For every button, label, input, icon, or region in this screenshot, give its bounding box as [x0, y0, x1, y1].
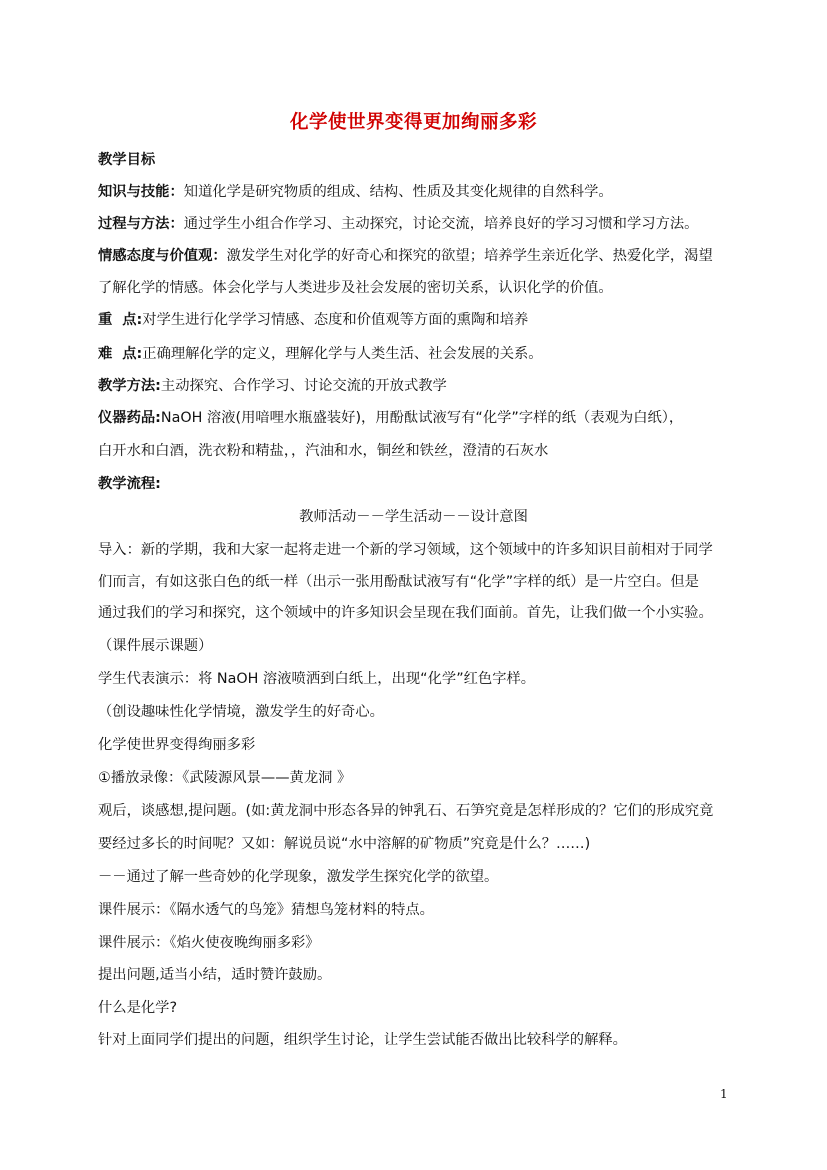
- knowledge-label: 知识与技能：: [98, 184, 184, 200]
- paragraph-line: 针对上面同学们提出的问题，组织学生讨论，让学生尝试能否做出比较科学的解释。: [98, 1032, 627, 1048]
- difficulty-line: [98, 344, 738, 364]
- flow-columns: 教师活动－－学生活动－－设计意图: [299, 509, 528, 525]
- key-point-text: 对学生进行化学学习情感、态度和价值观等方面的熏陶和培养: [142, 312, 529, 328]
- emotion-line-2: 了解化学的情感。体会化学与人类进步及社会发展的密切关系，认识化学的价值。: [98, 280, 613, 296]
- emotion-label: 情感态度与价值观：: [98, 248, 227, 264]
- paragraph-line: 导入：新的学期，我和大家一起将走进一个新的学习领域，这个领域中的许多知识目前相对于同学: [98, 542, 713, 558]
- paragraph-line: 们而言，有如这张白色的纸一样（出示一张用酚酞试液写有“化学”字样的纸）是一片空白。但是: [98, 574, 699, 590]
- paragraph-line: （课件展示课题）: [98, 638, 213, 654]
- knowledge-text: 知道化学是研究物质的组成、结构、性质及其变化规律的自然科学。: [183, 184, 613, 200]
- paragraph-line: （创设趣味性化学情境，激发学生的好奇心。: [98, 704, 384, 720]
- materials-line: [98, 408, 738, 428]
- materials-label: 仪器药品:: [98, 410, 161, 426]
- difficulty-text: 正确理解化学的定义，理解化学与人类生活、社会发展的关系。: [142, 346, 543, 362]
- paragraph-line: 课件展示：《隔水透气的鸟笼》猜想鸟笼材料的特点。: [98, 902, 434, 918]
- emotion-line: [98, 246, 738, 266]
- method-label: 教学方法:: [98, 378, 161, 394]
- method-line: [98, 376, 738, 396]
- process-label: 过程与方法：: [98, 216, 184, 232]
- page-number: 1: [720, 1087, 728, 1101]
- paragraph-line: 课件展示：《焰火使夜晚绚丽多彩》: [98, 935, 320, 951]
- key-point-label: 重 点:: [98, 312, 143, 328]
- paragraph-line: ①播放录像：《武陵源风景——黄龙洞 》: [98, 770, 352, 786]
- paragraph-line: 通过我们的学习和探究，这个领域中的许多知识会呈现在我们面前。首先，让我们做一个小实验。: [98, 605, 713, 621]
- process-text: 通过学生小组合作学习、主动探究，讨论交流，培养良好的学习习惯和学习方法。: [183, 216, 699, 232]
- page-title: 化学使世界变得更加绚丽多彩: [289, 112, 537, 133]
- process-line: [98, 214, 738, 234]
- paragraph-line: －－通过了解一些奇妙的化学现象，激发学生探究化学的欲望。: [98, 869, 499, 885]
- knowledge-line: [98, 182, 738, 202]
- paragraph-line: 化学使世界变得绚丽多彩: [98, 737, 256, 753]
- paragraph-line: 要经过多长的时间呢？又如：解说员说“水中溶解的矿物质”究竟是什么？……): [98, 836, 591, 852]
- paragraph-line: 观后，谈感想,提问题。(如:黄龙洞中形态各异的钟乳石、石笋究竟是怎样形成的？它们的形成究竟: [98, 803, 714, 819]
- difficulty-label: 难 点:: [98, 346, 143, 362]
- emotion-text: 激发学生对化学的好奇心和探究的欲望；培养学生亲近化学、热爱化学，渴望: [226, 248, 713, 264]
- key-point-line: [98, 310, 738, 330]
- paragraph-line: 提出问题,适当小结，适时赞许鼓励。: [98, 967, 332, 983]
- objectives-heading: 教学目标: [98, 152, 156, 168]
- materials-text: NaOH 溶液(用喑哩水瓶盛装好)，用酚酞试液写有“化学”字样的纸（表观为白纸），: [160, 410, 684, 426]
- paragraph-line: 学生代表演示：将 NaOH 溶液喷洒到白纸上，出现“化学”红色字样。: [98, 671, 536, 687]
- paragraph-line: 什么是化学?: [98, 1000, 178, 1016]
- materials-line-2: 白开水和白酒，洗衣粉和精盐，，汽油和水，铜丝和铁丝，澄清的石灰水: [98, 443, 549, 459]
- flow-heading: 教学流程:: [98, 476, 161, 492]
- method-text: 主动探究、合作学习、讨论交流的开放式教学: [160, 378, 447, 394]
